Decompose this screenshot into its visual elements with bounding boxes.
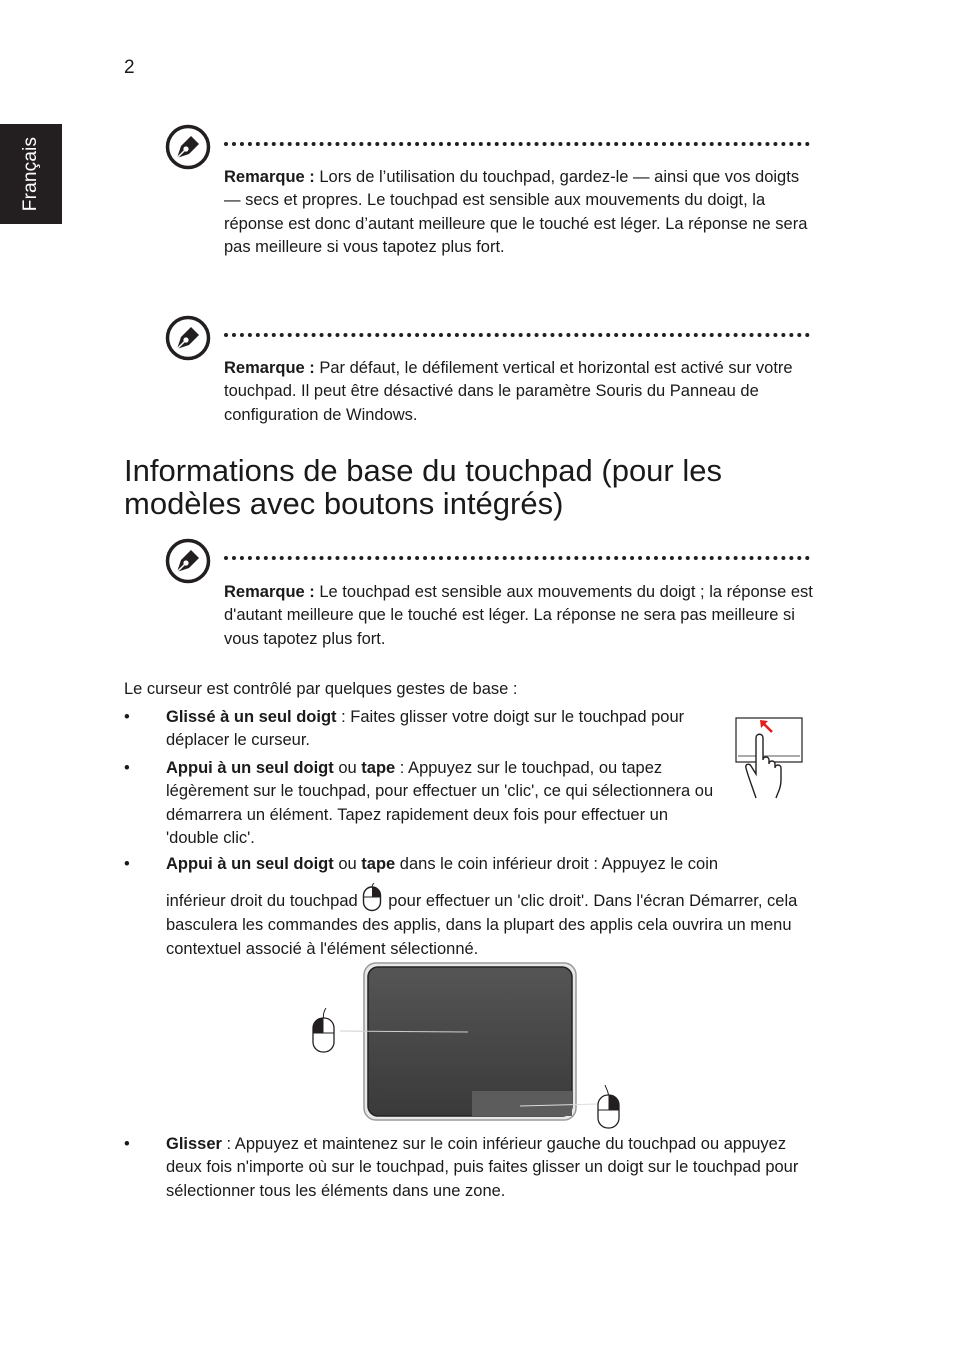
- bullet-desc-part: pour effectuer un 'clic droit'. Dans l'écran Démarrer, cela basculera les commandes des applis, dans la plupart des applis cela ouvrira un menu contextuel associé à l'élément sélectionné.: [166, 892, 798, 958]
- note-pen-icon: [165, 538, 211, 584]
- intro-paragraph: Le curseur est contrôlé par quelques gestes de base :: [124, 680, 518, 698]
- mouse-right-click-icon: [362, 883, 382, 912]
- note-text: [224, 166, 814, 259]
- note-divider: [224, 333, 810, 337]
- note-body: Par défaut, le défilement vertical et horizontal est activé sur votre touchpad. Il peut être désactivé dans le paramètre Souris du Panneau de configuration de Windows.: [224, 359, 793, 424]
- note-text: [224, 357, 814, 427]
- bullet-item: [166, 706, 714, 753]
- touchpad-illustration: [306, 960, 636, 1132]
- bullet-desc: : Appuyez et maintenez sur le coin inférieur gauche du touchpad ou appuyez deux fois n'importe où sur le touchpad, puis faites glisser un doigt sur le touchpad pour sélectionner tous les éléments dans une zone.: [166, 1135, 799, 1200]
- bullet-term-alt: tape: [361, 855, 396, 873]
- bullet-term: Appui à un seul doigt: [166, 855, 334, 873]
- bullet-desc: : Faites glisser votre doigt sur le touchpad pour déplacer le curseur.: [166, 708, 685, 750]
- note-pen-icon: [165, 315, 211, 361]
- note-text: [224, 581, 814, 651]
- bullet-item: [166, 1133, 816, 1203]
- bullet-connector: ou: [333, 759, 362, 777]
- touchpad-right-zone: [472, 1091, 572, 1116]
- note-label: Remarque :: [224, 583, 315, 601]
- bullet-item: [166, 853, 816, 876]
- bullet-continuation: [166, 883, 816, 961]
- mouse-right-click-icon: [598, 1085, 619, 1128]
- bullet-desc: dans le coin inférieur droit : Appuyez le coin: [395, 855, 719, 873]
- note-divider: [224, 556, 810, 560]
- bullet-term: Glisser: [166, 1135, 222, 1153]
- language-tab-label: Français: [20, 136, 41, 212]
- bullet-connector: ou: [333, 855, 362, 873]
- bullet-marker: •: [124, 855, 130, 873]
- bullet-marker: •: [124, 759, 130, 777]
- bullet-desc-part: inférieur droit du touchpad: [166, 892, 358, 910]
- bullet-term-alt: tape: [361, 759, 396, 777]
- page-number: 2: [124, 57, 135, 78]
- mouse-left-click-icon: [313, 1008, 334, 1052]
- note-divider: [224, 142, 810, 146]
- note-label: Remarque :: [224, 359, 315, 377]
- bullet-desc: : Appuyez sur le touchpad, ou tapez légèrement sur le touchpad, pour effectuer un 'clic', ce qui sélectionnera ou démarrera un élément. Tapez rapidement deux fois pour effectuer un 'double clic'.: [166, 759, 714, 847]
- bullet-item: [166, 757, 718, 850]
- finger-swipe-icon: [734, 716, 804, 800]
- note-body: Lors de l’utilisation du touchpad, gardez-le — ainsi que vos doigts — secs et propres. Le touchpad est sensible aux mouvements du doigt, la réponse est donc d’autant meilleure que le touché est léger. La réponse ne sera pas meilleure si vous tapotez plus fort.: [224, 168, 808, 256]
- bullet-marker: •: [124, 1135, 130, 1153]
- bullet-term: Appui à un seul doigt: [166, 759, 334, 777]
- note-label: Remarque :: [224, 168, 315, 186]
- bullet-term: Glissé à un seul doigt: [166, 708, 337, 726]
- language-tab: [0, 124, 62, 224]
- note-body: Le touchpad est sensible aux mouvements du doigt ; la réponse est d'autant meilleure que le touché est léger. La réponse ne sera pas meilleure si vous tapotez plus fort.: [224, 583, 813, 648]
- bullet-marker: •: [124, 708, 130, 726]
- note-pen-icon: [165, 124, 211, 170]
- section-heading: Informations de base du touchpad (pour les modèles avec boutons intégrés): [124, 453, 722, 521]
